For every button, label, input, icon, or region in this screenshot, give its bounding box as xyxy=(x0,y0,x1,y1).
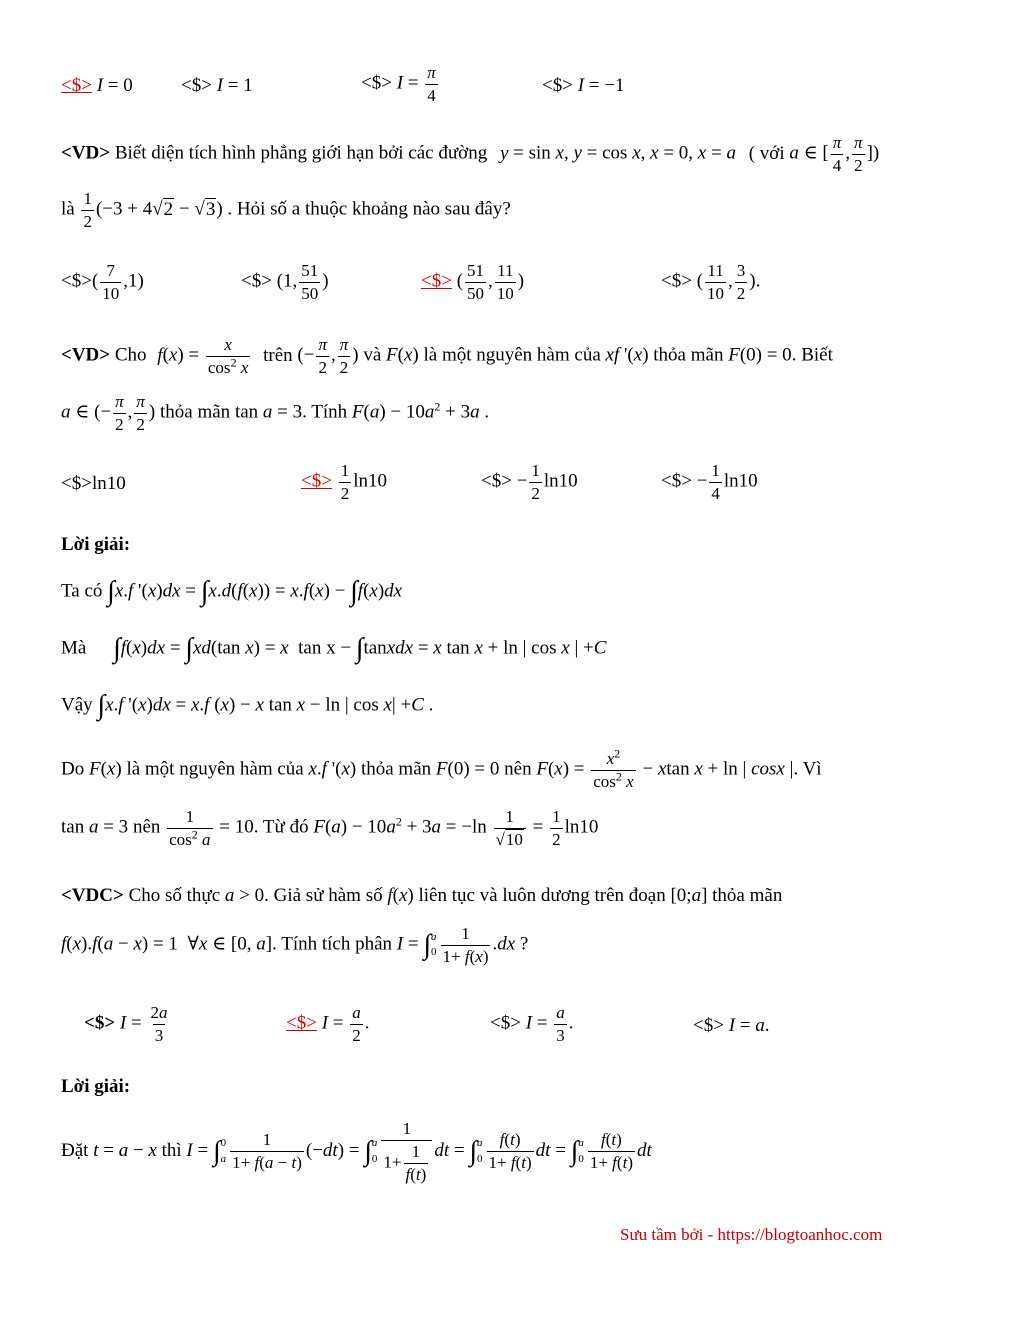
vd1-option-a[interactable]: <$>( $\frac{7}{10}$ ,1) xyxy=(61,261,144,303)
vd2-options-row xyxy=(61,462,961,506)
vd2-option-b[interactable]: <$> $\frac{1}{2}$ ln10 xyxy=(301,461,387,503)
vdc-options-row xyxy=(84,1004,984,1048)
question-text: ? xyxy=(519,933,529,955)
solution-line-3: Vậy ∫x.f '(x)dx = x.f (x) − x tan x − ln | cos x| +C . xyxy=(61,690,434,721)
answer-marker-correct: <$> xyxy=(286,1012,317,1034)
solution-line-4: Do F(x) là một nguyên hàm của x.f '(x) thỏa mãn F(0) = 0 nên F(x) = $\frac{x^2}{\cos^2 x}$ − xtan x + ln | cosx |. Vì xyxy=(61,746,822,791)
solution-text: Đặt xyxy=(61,1140,89,1162)
solution-line-2: Mà ∫f(x)dx = ∫xd(tan x) = x tan x − ∫tanxdx = x tan x + ln | cos x | +C xyxy=(61,633,607,664)
question-text: . Tính xyxy=(302,401,348,423)
answer-marker: <$> xyxy=(661,470,692,492)
vd2-statement-line2: a ∈ (− $\frac{\pi}{2}$ , $\frac{\pi}{2}$ ) thỏa mãn tan a = 3. Tính $F(a) - 10a^2 + 3a$ . xyxy=(61,392,490,434)
answer-marker: <$> xyxy=(481,470,512,492)
vd1-options-row xyxy=(61,262,961,306)
question-text: ( với xyxy=(748,142,785,164)
solution-heading: Lời giải: xyxy=(61,534,131,555)
solution-text: nên xyxy=(504,758,532,780)
vd2-option-a[interactable]: <$>ln10 xyxy=(61,473,126,494)
vdc-option-a[interactable]: <$> I = $\frac{2a}{3}$ xyxy=(84,1003,168,1045)
solution-text: Do xyxy=(61,758,85,780)
question-text: . Tính tích phân xyxy=(272,933,393,955)
question-tag: <VD> xyxy=(61,344,111,366)
question-text: liên tục và luôn dương trên đoạn xyxy=(418,885,666,906)
vdc-solution-line: Đặt t = a − x thì I = ∫ 0 a $\frac{1}{1+ f(a - t)}$ (−dt) = ∫ a 0 1 1+ $\frac{1}{f(t)}$ dt = ∫ a 0 $\frac{f(t)}{1+ f(t)}$ dt = ∫ a 0 $\frac{f(t)}{1+ f(t)}$ dt xyxy=(61,1119,652,1184)
answer-marker-correct: <$> xyxy=(421,270,452,292)
vd2-option-c[interactable]: <$> − $\frac{1}{2}$ ln10 xyxy=(481,461,578,503)
solution-text: . Từ đó xyxy=(253,816,309,838)
vd1-statement-line1: <VD> Biết diện tích hình phẳng giới hạn bởi các đường y = sin x, y = cos x, x = 0, x = a ( với a ∈ [ $\frac{\pi}{4}$ , $\frac{\pi}{2}$ ]) xyxy=(61,133,880,175)
answer-marker: <$> xyxy=(61,270,92,292)
question-text: thỏa mãn xyxy=(712,885,783,906)
vdc-option-d[interactable]: <$> I = a. xyxy=(693,1015,770,1036)
answer-marker: <$> xyxy=(661,270,692,292)
solution-text: Ta có xyxy=(61,580,103,602)
question-text: . Biết xyxy=(791,344,833,366)
question-text: Cho xyxy=(114,344,147,366)
q1-option-d[interactable]: <$> I = −1 xyxy=(542,75,625,96)
solution-line-1: Ta có ∫x.f '(x)dx = ∫x.d(f(x)) = x.f(x) − ∫f(x)dx xyxy=(61,576,403,607)
answer-marker: <$> xyxy=(61,473,92,494)
vdc-option-b[interactable]: <$> I = $\frac{a}{2}$ . xyxy=(286,1003,370,1045)
answer-marker: <$> xyxy=(241,270,272,292)
solution-line-5: tan a = 3 nên $\frac{1}{\cos^2 a}$ = 10. Từ đó $F(a) - 10a^2 + 3a = -\ln$ $\frac{1}{√10}$ = $\frac{1}{2}$ ln10 xyxy=(61,807,599,849)
question-text: . Hỏi số a thuộc khoảng nào sau đây? xyxy=(227,198,511,220)
question-text: Cho số thực xyxy=(128,885,221,906)
answer-marker: <$> xyxy=(181,75,212,96)
vdc-statement-line2: f(x).f(a − x) = 1 ∀x ∈ [0, a]. Tính tích phân I = ∫ a 0 $\frac{1}{1+ f(x)}$ .dx ? xyxy=(61,924,529,966)
vd1-statement-line2: là $\frac{1}{2}$ (−3 + 4√2 − √3) . Hỏi số a thuộc khoảng nào sau đây? xyxy=(61,189,511,231)
vd2-statement-line1: <VD> Cho f(x) = $\frac{x}{\cos^2 x}$ trên (− $\frac{\pi}{2}$ , $\frac{\pi}{2}$ ) và F(x) là một nguyên hàm của xf '(x) thỏa mãn F(0) = 0. Biết xyxy=(61,335,833,377)
q1-option-b[interactable]: <$> I = 1 xyxy=(181,75,253,96)
question-text: thỏa mãn xyxy=(653,344,724,366)
solution-heading-2: Lời giải: xyxy=(61,1076,131,1097)
question-text: thỏa mãn xyxy=(160,401,231,423)
vdc-statement-line1: <VDC> Cho số thực a > 0. Giả sử hàm số f(x) liên tục và luôn dương trên đoạn [0;a] thỏa mãn xyxy=(61,885,783,906)
solution-text: Mà xyxy=(61,637,87,659)
question-text: Biết diện tích hình phẳng giới hạn bởi các đường xyxy=(114,142,488,164)
question-tag: <VDC> xyxy=(61,885,124,906)
question-text: và xyxy=(363,344,382,366)
solution-text: thì xyxy=(161,1140,182,1162)
answer-marker: <$> xyxy=(490,1012,521,1034)
answer-marker: <$> xyxy=(542,75,573,96)
q1-option-a[interactable]: <$> I = 0 xyxy=(61,75,133,96)
answer-marker: <$> xyxy=(693,1015,724,1036)
question-tag: <VD> xyxy=(61,142,111,164)
vdc-option-c[interactable]: <$> I = $\frac{a}{3}$ . xyxy=(490,1003,574,1045)
vd1-option-d[interactable]: <$> ( $\frac{11}{10}$ , $\frac{3}{2}$ ). xyxy=(661,261,761,303)
answer-marker-correct: <$> xyxy=(61,75,92,96)
question-text: là xyxy=(61,198,75,220)
footer-credit[interactable]: Sưu tầm bởi - https://blogtoanhoc.com xyxy=(620,1225,883,1244)
question-text: . Giả sử hàm số xyxy=(264,885,383,906)
vd1-option-b[interactable]: <$> (1, $\frac{51}{50}$ ) xyxy=(241,261,329,303)
answer-marker-correct: <$> xyxy=(301,470,332,492)
solution-text: . Vì xyxy=(793,758,822,780)
q1-options-row xyxy=(61,63,961,114)
question-text: là một nguyên hàm của xyxy=(423,344,601,366)
solution-text: thỏa mãn xyxy=(360,758,432,780)
q1-option-c[interactable]: <$> I = $\frac{\pi}{4}$ xyxy=(361,63,436,105)
answer-marker: <$> xyxy=(361,72,392,94)
solution-text: Vậy xyxy=(61,694,93,716)
solution-text: nên xyxy=(132,816,161,838)
vd1-option-c[interactable]: <$> ( $\frac{51}{50}$ , $\frac{11}{10}$ ) xyxy=(421,261,525,303)
solution-text: là một nguyên hàm của xyxy=(126,758,304,780)
answer-marker: <$> xyxy=(84,1012,116,1034)
vd2-option-d[interactable]: <$> − $\frac{1}{4}$ ln10 xyxy=(661,461,758,503)
question-text: trên xyxy=(263,344,293,366)
